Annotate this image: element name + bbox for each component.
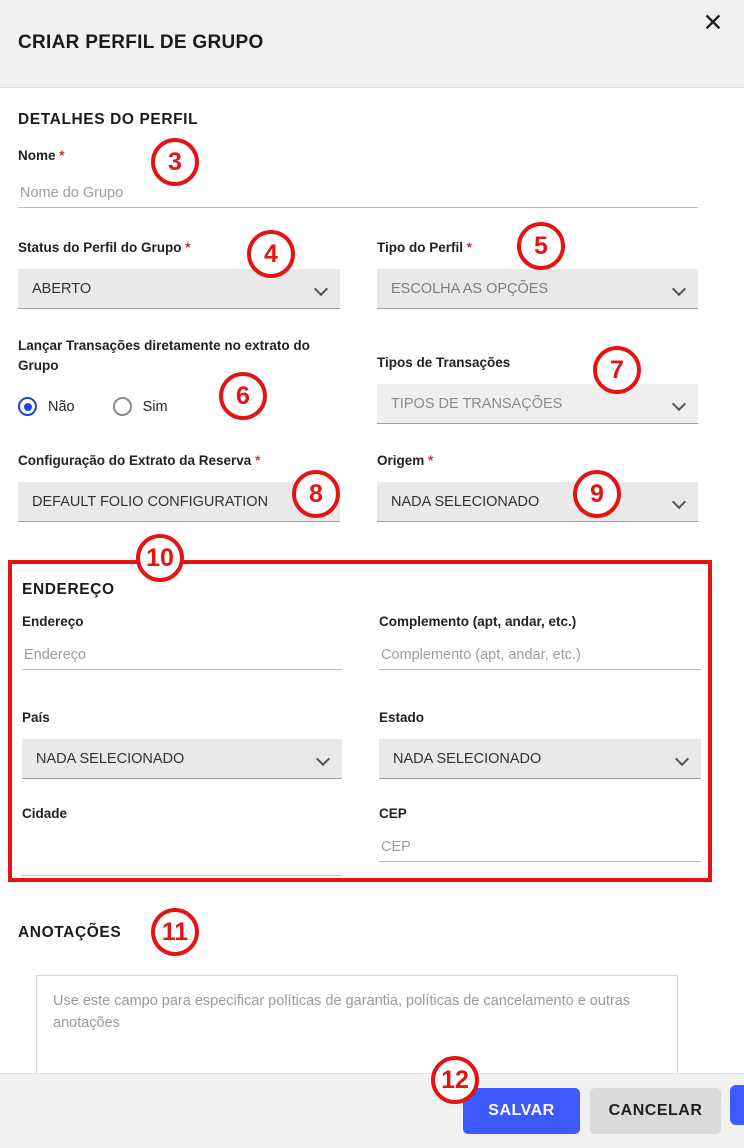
section-title-profile-details: DETALHES DO PERFIL [18, 111, 199, 128]
tipos-transacoes-select[interactable] [377, 384, 698, 424]
complemento-input[interactable] [379, 643, 701, 670]
required-marker: * [185, 240, 191, 255]
endereco-label: Endereço [22, 614, 84, 629]
side-handle[interactable] [730, 1085, 744, 1125]
pais-label: País [22, 710, 50, 725]
annotation-badge-8: 8 [292, 470, 340, 518]
annotation-badge-4: 4 [247, 230, 295, 278]
lancar-transacoes-radio-group[interactable] [18, 397, 348, 416]
chevron-down-icon [318, 753, 330, 765]
nome-input[interactable] [18, 181, 698, 208]
config-extrato-value: DEFAULT FOLIO CONFIGURATION [32, 493, 269, 510]
chevron-down-icon [674, 496, 686, 508]
dialog-footer [0, 1073, 744, 1148]
estado-label: Estado [379, 710, 425, 725]
pais-select[interactable] [22, 739, 342, 779]
required-marker: * [255, 453, 261, 468]
estado-select[interactable] [379, 739, 701, 779]
annotation-badge-12: 12 [431, 1056, 479, 1104]
section-title-notes: ANOTAÇÕES [18, 924, 122, 941]
cidade-label: Cidade [22, 806, 68, 821]
radio-icon-nao[interactable] [18, 397, 37, 416]
page-title: CRIAR PERFIL DE GRUPO [18, 32, 264, 53]
origem-value: NADA SELECIONADO [391, 493, 540, 510]
status-perfil-label: Status do Perfil do Grupo * [18, 240, 191, 255]
origem-label: Origem * [377, 453, 434, 468]
tipo-perfil-label: Tipo do Perfil * [377, 240, 473, 255]
required-marker: * [466, 240, 473, 255]
tipos-transacoes-value: TIPOS DE TRANSAÇÕES [391, 395, 563, 412]
tipo-perfil-value: ESCOLHA AS OPÇÕES [391, 280, 549, 297]
radio-label-nao: Não [48, 398, 75, 415]
lancar-transacoes-label: Lançar Transações diretamente no extrato do Grupo [18, 338, 310, 373]
anotacoes-textarea[interactable] [36, 975, 678, 1073]
dialog-header [0, 0, 744, 88]
endereco-input[interactable] [22, 643, 342, 670]
cancel-button[interactable]: CANCELAR [590, 1088, 721, 1134]
annotation-badge-6: 6 [219, 372, 267, 420]
address-section [8, 560, 712, 882]
annotation-badge-9: 9 [573, 470, 621, 518]
chevron-down-icon [674, 283, 686, 295]
annotation-badge-3: 3 [151, 138, 199, 186]
cidade-input[interactable] [22, 849, 342, 876]
config-extrato-label: Configuração do Extrato da Reserva * [18, 453, 261, 468]
cep-label: CEP [379, 806, 407, 821]
radio-icon-sim[interactable] [113, 397, 132, 416]
close-icon[interactable]: ✕ [702, 8, 724, 37]
radio-label-sim: Sim [142, 398, 168, 415]
cep-input[interactable] [379, 835, 701, 862]
tipos-transacoes-label: Tipos de Transações [377, 355, 511, 370]
radio-option-nao[interactable] [18, 397, 75, 416]
tipo-perfil-select[interactable] [377, 269, 698, 309]
complemento-label: Complemento (apt, andar, etc.) [379, 614, 577, 629]
chevron-down-icon [316, 283, 328, 295]
annotation-badge-11: 11 [151, 908, 199, 956]
dialog-body [0, 88, 744, 1073]
save-button[interactable]: SALVAR [463, 1088, 580, 1134]
required-marker: * [428, 453, 434, 468]
annotation-badge-7: 7 [593, 346, 641, 394]
required-marker: * [59, 148, 65, 163]
estado-value: NADA SELECIONADO [393, 750, 542, 767]
section-title-address: ENDEREÇO [22, 581, 115, 598]
status-perfil-select[interactable] [18, 269, 340, 309]
radio-option-sim[interactable] [113, 397, 168, 416]
origem-select[interactable] [377, 482, 698, 522]
annotation-badge-5: 5 [517, 222, 565, 270]
status-perfil-value: ABERTO [32, 280, 92, 297]
pais-value: NADA SELECIONADO [36, 750, 185, 767]
chevron-down-icon [674, 398, 686, 410]
nome-label: Nome * [18, 148, 65, 163]
chevron-down-icon [677, 753, 689, 765]
annotation-badge-10: 10 [136, 534, 184, 582]
